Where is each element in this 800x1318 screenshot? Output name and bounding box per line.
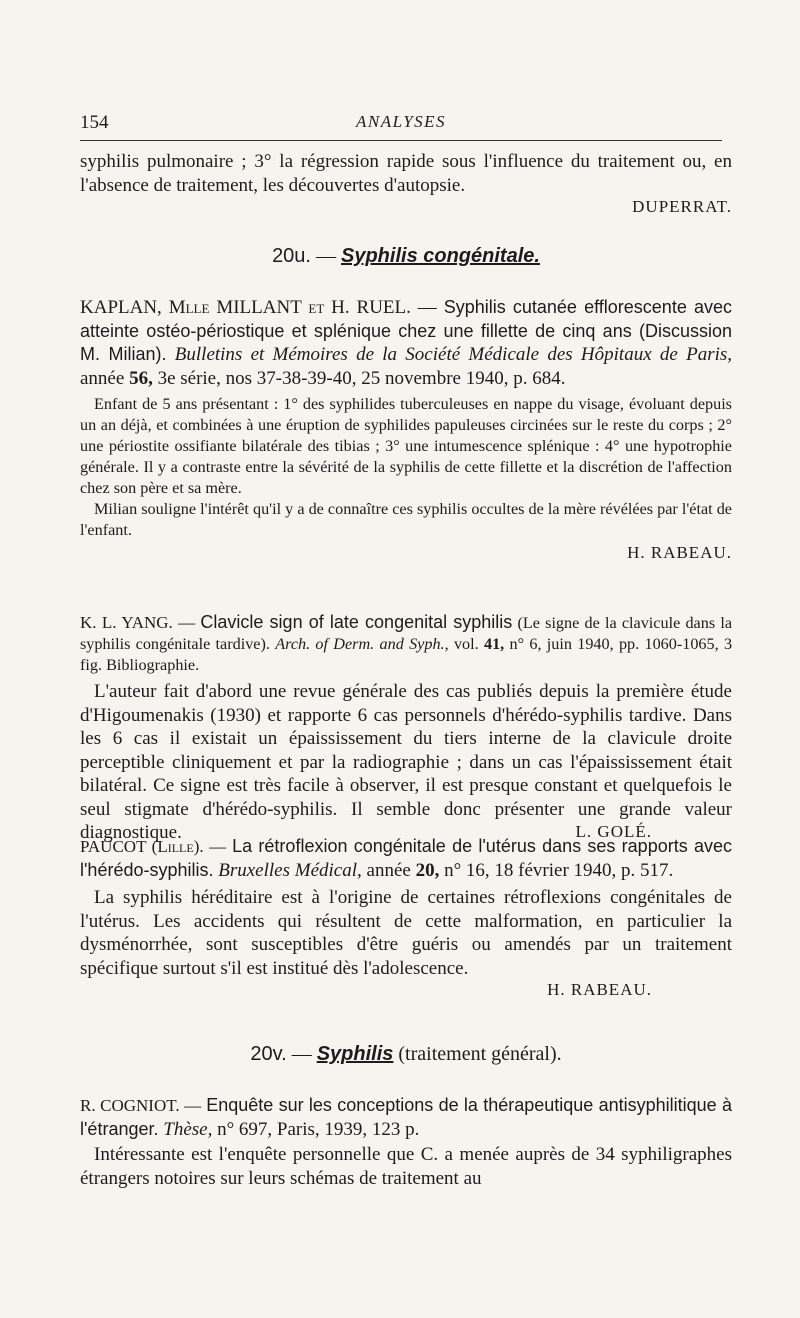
entry-title: La rétroflexion congénitale de l'utérus dans ses rapports avec l'hérédo-syphilis. (80, 836, 732, 880)
entry-authors: R. COGNIOT. — (80, 1096, 202, 1115)
intro-block (80, 150, 732, 217)
entry-summary: La syphilis héréditaire est à l'origine de certaines rétroflexions congénitales de l'utérus. Les accidents qui résultent de cette malformation, en particulier la dysménorrhée, sont susceptibles d'être guéris ou amendés par un traitement spécifique surtout s'il est institué dès l'adolescence. (80, 887, 732, 979)
section-heading-traitement (80, 1043, 732, 1066)
entry-translation: (Le signe de la clavicule dans la syphilis congénitale tardive). (80, 614, 732, 653)
section-dash: — (316, 245, 336, 267)
section-number: 20v. (250, 1043, 287, 1065)
section-number: 20u. (272, 245, 311, 267)
running-title: ANALYSES (355, 112, 447, 131)
entry-ref-vol: 41, (483, 635, 505, 653)
entry-journal: Bruxelles Médical, (218, 859, 362, 881)
entry-ref-post: n° 16, 18 février 1940, p. 517. (444, 859, 674, 881)
entry-journal: Thèse, (163, 1118, 213, 1140)
entry-title: Enquête sur les conceptions de la thérapeutique antisyphilitique à l'étranger. (80, 1095, 732, 1139)
page-number: 154 (80, 112, 109, 133)
entry-authors: KAPLAN, Mlle MILLANT et H. RUEL. — (80, 297, 437, 318)
section-heading-congenitale (80, 245, 732, 268)
entry-ref-pre: vol. (453, 635, 479, 653)
intro-signature: DUPERRAT. (632, 197, 732, 216)
entry-ref-year: 20, (415, 859, 440, 881)
entry-summary: Intéressante est l'enquête personnelle que C. a menée auprès de 34 syphiligraphes étrangers notoires sur leurs schémas de traitement au (80, 1144, 732, 1189)
entry-signature: H. RABEAU. (627, 543, 732, 562)
entry-ref-post: n° 697, Paris, 1939, 123 p. (217, 1118, 420, 1140)
entry-ref-pre: année (366, 859, 411, 881)
entry-signature: L. GOLÉ. (575, 821, 652, 841)
entry-kaplan (80, 296, 732, 563)
entry-journal: Bulletins et Mémoires de la Société Médicale des Hôpitaux de Paris, (174, 344, 733, 365)
section-subtitle: (traitement général). (398, 1043, 562, 1065)
entry-citation (80, 612, 732, 676)
section-title: Syphilis (316, 1043, 394, 1065)
entry-journal: Arch. of Derm. and Syph., (275, 635, 449, 653)
entry-summary: Enfant de 5 ans présentant : 1° des syphilides tuberculeuses en nappe du visage, évoluant depuis un an déjà, et combinées à une éruption de syphilides papuleuses circinées sur le reste du corps ; 2° une périostite ossifiante bilatérale des tibias ; 3° une intumescence splénique : 4° une hypotrophie générale. Il y a contraste entre la sévérité de la syphilis de cette fillette et la discrétion de l'affection chez son père et sa mère. (80, 395, 732, 497)
entry-comment: Milian souligne l'intérêt qu'il y a de connaître ces syphilis occultes de la mère révélées par l'état de l'enfant. (80, 500, 732, 539)
page-header (80, 108, 722, 141)
entry-citation (80, 835, 732, 882)
entry-citation (80, 296, 732, 390)
section-title: Syphilis congénitale. (341, 245, 540, 267)
entry-authors: K. L. YANG. — (80, 613, 196, 632)
entry-summary: L'auteur fait d'abord une revue générale des cas publiés depuis la première étude d'Higoumenakis (1930) et rapporte 6 cas personnels d'hérédo-syphilis tardive. Dans les 6 cas il existait un épaississement du tiers interne de la clavicule droite perceptible cliniquement et par la radiographie ; dans un cas l'épaississement était bilatéral. Ce signe est très facile à observer, il est presque constant et quelquefois le seul stigmate d'hérédo-syphilis. Il semble donc présenter une grande valeur diagnostique. (80, 681, 732, 843)
section-dash: — (291, 1043, 312, 1065)
intro-text: syphilis pulmonaire ; 3° la régression rapide sous l'influence du traitement ou, en l'absence de traitement, les découvertes d'autopsie. (80, 151, 732, 196)
entry-paucot (80, 835, 732, 1000)
entry-cogniot (80, 1094, 732, 1190)
entry-title: Clavicle sign of late congenital syphilis (200, 612, 513, 632)
entry-citation (80, 1094, 732, 1141)
entry-signature: H. RABEAU. (547, 980, 652, 999)
entry-ref-year: 56, (129, 367, 153, 389)
entry-ref-pre: année (80, 367, 125, 389)
entry-ref-post: 3e série, nos 37-38-39-40, 25 novembre 1940, p. 684. (157, 367, 566, 389)
entry-authors: PAUCOT (Lille). — (80, 837, 227, 856)
entry-yang (80, 612, 732, 842)
entry-ref-post: n° 6, juin 1940, pp. 1060-1065, 3 fig. Bibliographie. (80, 635, 733, 674)
entry-title: Syphilis cutanée efflorescente avec atteinte ostéo-périostique et splénique chez une fillette de cinq ans (Discussion M. Milian). (80, 297, 733, 364)
